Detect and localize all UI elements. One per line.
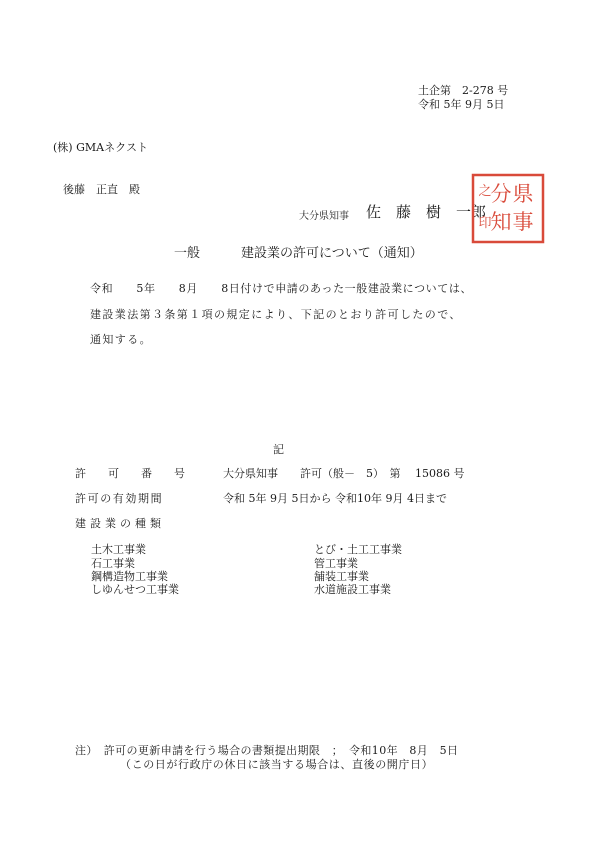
type-item: とび・土工工事業 — [314, 543, 402, 556]
issuer-role: 大分県知事 — [299, 211, 349, 222]
permit-number-label: 許 可 番 号 — [75, 467, 185, 480]
document-title: 建設業の許可について（通知） — [241, 246, 423, 261]
issuer-name: 佐 藤 樹 一郎 — [366, 203, 487, 221]
type-item: 鋼構造物工事業 — [91, 570, 168, 583]
document-number: 土企第 2-278 号 — [418, 84, 509, 97]
issue-date: 令和 5年 9月 5日 — [418, 98, 505, 111]
type-item: 土木工事業 — [91, 543, 146, 556]
validity-value: 令和 5年 9月 5日から 令和10年 9月 4日まで — [223, 492, 447, 505]
svg-text:県: 県 — [512, 182, 534, 206]
recipient-company: (株) GMAネクスト — [53, 141, 148, 154]
svg-text:知: 知 — [490, 210, 512, 234]
svg-text:事: 事 — [512, 210, 534, 234]
type-item: しゆんせつ工事業 — [91, 583, 179, 596]
types-label: 建設業の種類 — [75, 517, 165, 530]
svg-text:分: 分 — [490, 182, 512, 206]
recipient-person: 後藤 正直 殿 — [63, 183, 140, 196]
note-line-2: （この日が行政庁の休日に該当する場合は、直後の開庁日） — [120, 758, 434, 771]
type-item: 舗装工事業 — [314, 570, 369, 583]
official-seal — [471, 173, 545, 244]
validity-label: 許可の有効期間 — [75, 492, 164, 505]
body-line-2: 建設業法第３条第１項の規定により、下記のとおり許可したので、 — [90, 308, 462, 321]
body-line-3: 通知する。 — [90, 333, 152, 346]
ki-marker: 記 — [273, 443, 284, 456]
type-item: 石工事業 — [91, 557, 135, 570]
type-item: 管工事業 — [314, 557, 358, 570]
permit-number-value: 大分県知事 許可（般－ 5） 第 15086 号 — [223, 467, 465, 480]
body-line-1: 令和 5年 8月 8日付けで申請のあった一般建設業については、 — [90, 282, 473, 295]
type-item: 水道施設工事業 — [314, 583, 391, 596]
svg-text:之: 之 — [478, 183, 492, 198]
title-prefix: 一般 — [174, 246, 201, 261]
note-line-1: 注） 許可の更新申請を行う場合の書類提出期限 ； 令和10年 8月 5日 — [75, 744, 459, 757]
svg-text:印: 印 — [478, 215, 492, 230]
